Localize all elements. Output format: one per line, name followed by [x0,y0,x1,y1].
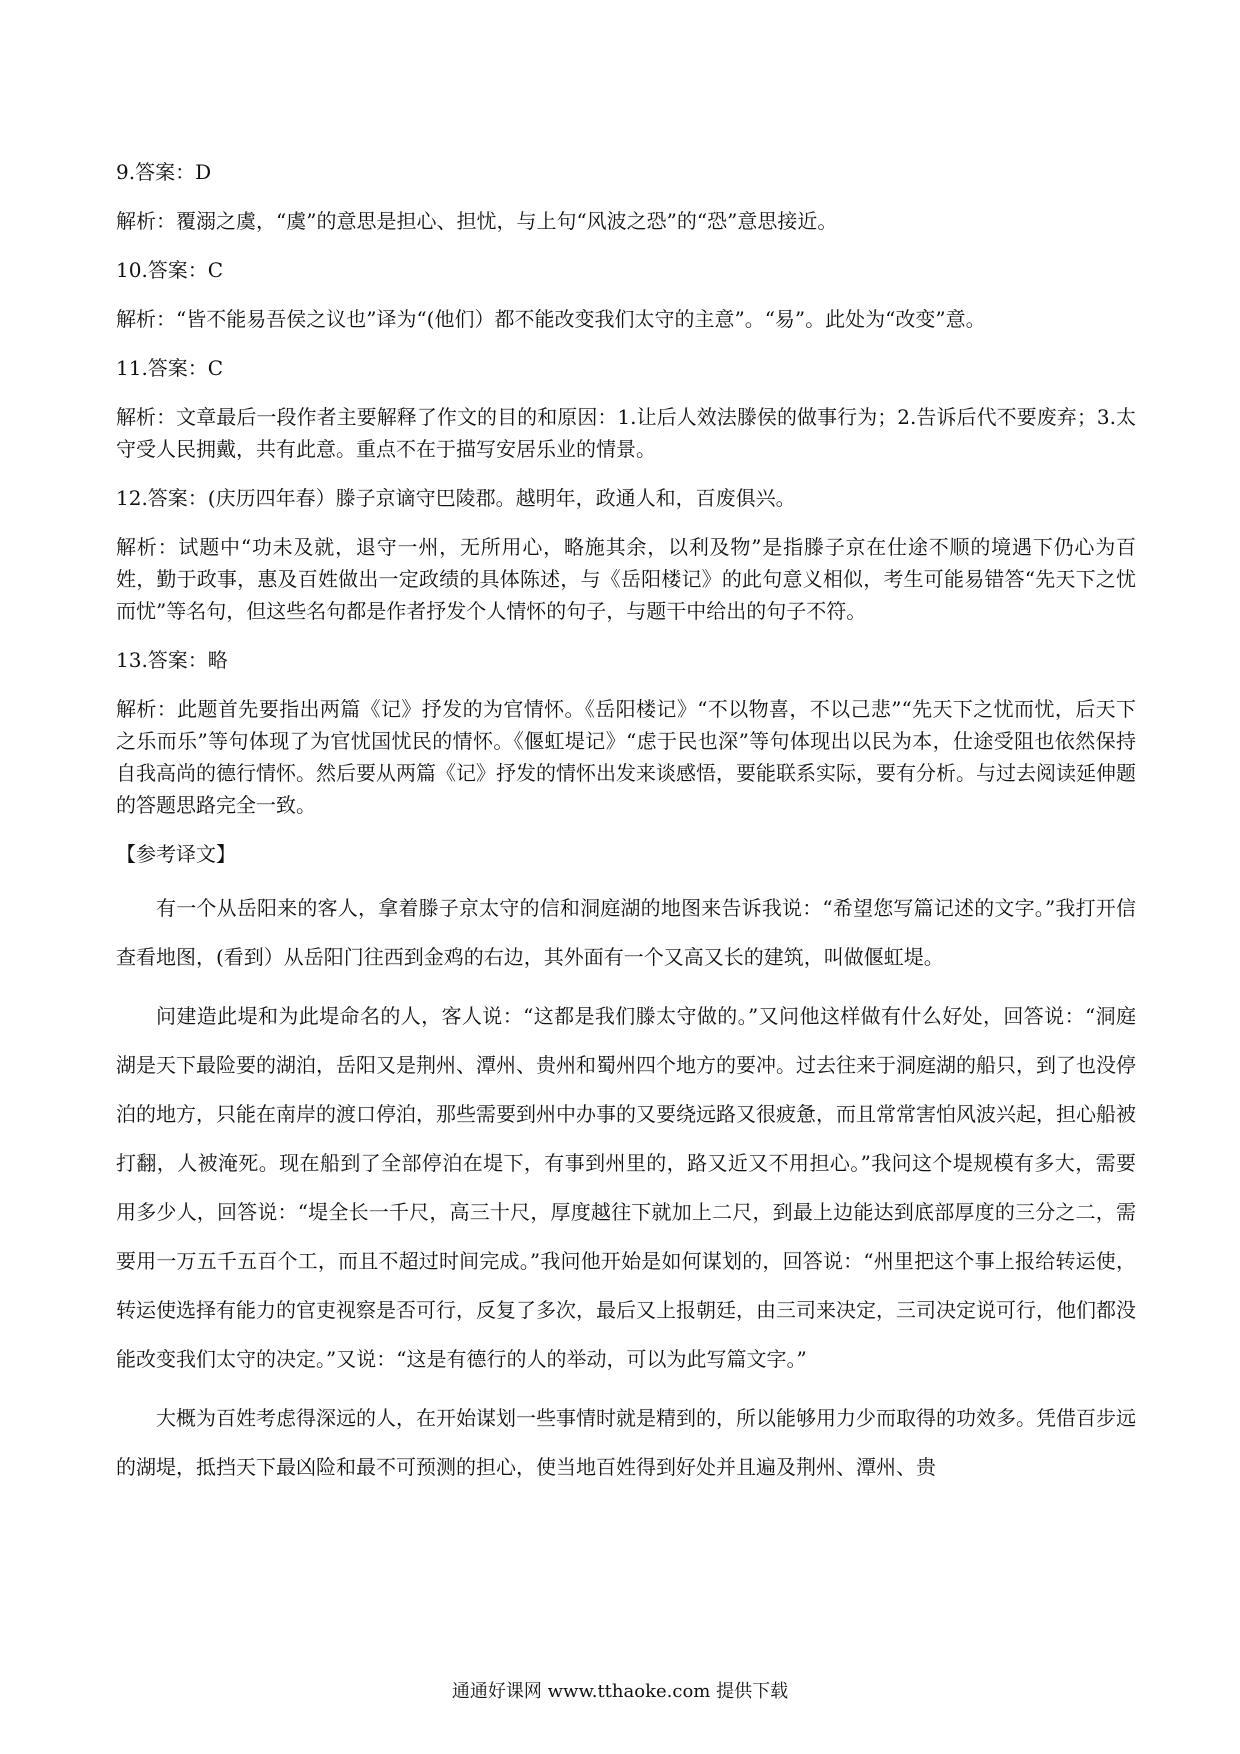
translation-paragraph: 大概为百姓考虑得深远的人，在开始谋划一些事情时就是精到的，所以能够用力少而取得的功效多。凭借百步远的湖堤，抵挡天下最凶险和最不可预测的担心，使当地百姓得到好处并且遍及荆州、潭州、贵 [116,1406,1136,1479]
page-footer: 通通好课网 www.tthaoke.com 提供下载 [451,1681,789,1702]
analysis-9: 解析：覆溺之虞，“虞”的意思是担心、担忧，与上句“风波之恐”的“恐”意思接近。 [116,209,838,233]
answer-9: 9.答案：D [116,160,212,184]
answer-11: 11.答案：C [116,356,224,380]
answer-10: 10.答案：C [116,258,224,282]
answer-12: 12.答案：(庆历四年春）滕子京谪守巴陵郡。越明年，政通人和，百废俱兴。 [116,486,796,510]
answer-13: 13.答案：略 [116,648,228,672]
analysis-13: 解析：此题首先要指出两篇《记》抒发的为官情怀。《岳阳楼记》“不以物喜，不以己悲”“先天下之忧而忧，后天下之乐而乐”等句体现了为官忧国忧民的情怀。《偃虹堤记》“虑于民也深”等句体现出以民为本，仕途受阻也依然保持自我高尚的德行情怀。然后要从两篇《记》抒发的情怀出发来谈感悟，要能联系实际，要有分析。与过去阅读延伸题的答题思路完全一致。 [116,697,1136,817]
translation-heading: 【参考译文】 [116,842,236,866]
analysis-11: 解析：文章最后一段作者主要解释了作文的目的和原因：1.让后人效法滕侯的做事行为；2.告诉后代不要废弃；3.太守受人民拥戴，共有此意。重点不在于描写安居乐业的情景。 [116,405,1136,461]
translation-paragraph: 问建造此堤和为此堤命名的人，客人说：“这都是我们滕太守做的。”又问他这样做有什么好处，回答说：“洞庭湖是天下最险要的湖泊，岳阳又是荆州、潭州、贵州和蜀州四个地方的要冲。过去往来于洞庭湖的船只，到了也没停泊的地方，只能在南岸的渡口停泊，那些需要到州中办事的又要绕远路又很疲惫，而且常常害怕风波兴起，担心船被打翻，人被淹死。现在船到了全部停泊在堤下，有事到州里的，路又近又不用担心。”我问这个堤规模有多大，需要用多少人，回答说：“堤全长一千尺，高三十尺，厚度越往下就加上二尺，到最上边能达到底部厚度的三分之二，需要用一万五千五百个工，而且不超过时间完成。”我问他开始是如何谋划的，回答说：“州里把这个事上报给转运使，转运使选择有能力的官吏视察是否可行，反复了多次，最后又上报朝廷，由三司来决定，三司决定说可行，他们都没能改变我们太守的决定。”又说：“这是有德行的人的举动，可以为此写篇文字。” [116,1004,1136,1371]
translation-paragraph: 有一个从岳阳来的客人，拿着滕子京太守的信和洞庭湖的地图来告诉我说：“希望您写篇记述的文字。”我打开信查看地图，(看到）从岳阳门往西到金鸡的右边，其外面有一个又高又长的建筑，叫做偃虹堤。 [116,896,1136,969]
analysis-12: 解析：试题中“功未及就，退守一州，无所用心，略施其余，以利及物”是指滕子京在仕途不顺的境遇下仍心为百姓，勤于政事，惠及百姓做出一定政绩的具体陈述，与《岳阳楼记》的此句意义相似，考生可能易错答“先天下之忧而忧”等名句，但这些名句都是作者抒发个人情怀的句子，与题干中给出的句子不符。 [116,535,1136,623]
document-body [116,156,1136,1492]
analysis-10: 解析：“皆不能易吾侯之议也”译为“(他们）都不能改变我们太守的主意”。“易”。此处为“改变”意。 [116,307,986,331]
